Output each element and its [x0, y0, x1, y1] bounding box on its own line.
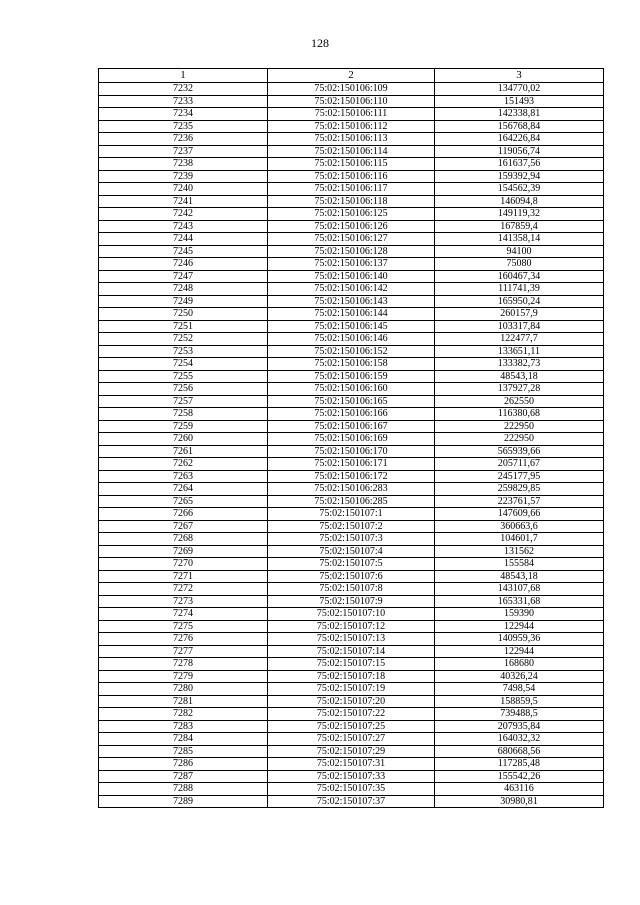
table-row	[99, 783, 604, 796]
row-number-cell: 7281	[99, 695, 268, 708]
row-number-cell: 7255	[99, 370, 268, 383]
row-number-cell: 7276	[99, 633, 268, 646]
row-number-cell: 7270	[99, 558, 268, 571]
table-row	[99, 633, 604, 646]
row-number-cell: 7280	[99, 683, 268, 696]
cadastral-number-cell: 75:02:150106:128	[268, 245, 435, 258]
value-cell: 154562,39	[435, 183, 604, 196]
row-number-cell: 7287	[99, 770, 268, 783]
table-row	[99, 370, 604, 383]
row-number-cell: 7238	[99, 158, 268, 171]
value-cell: 48543,18	[435, 370, 604, 383]
cadastral-number-cell: 75:02:150107:1	[268, 508, 435, 521]
value-cell: 680668,56	[435, 745, 604, 758]
row-number-cell: 7243	[99, 220, 268, 233]
table-row	[99, 395, 604, 408]
value-cell: 146094,8	[435, 195, 604, 208]
cadastral-number-cell: 75:02:150107:15	[268, 658, 435, 671]
table-row	[99, 120, 604, 133]
cadastral-number-cell: 75:02:150107:3	[268, 533, 435, 546]
row-number-cell: 7275	[99, 620, 268, 633]
value-cell: 158859,5	[435, 695, 604, 708]
value-cell: 133651,11	[435, 345, 604, 358]
value-cell: 122944	[435, 645, 604, 658]
cadastral-number-cell: 75:02:150106:167	[268, 420, 435, 433]
value-cell: 259829,85	[435, 483, 604, 496]
cadastral-number-cell: 75:02:150106:115	[268, 158, 435, 171]
value-cell: 360663,6	[435, 520, 604, 533]
table-row	[99, 170, 604, 183]
cadastral-number-cell: 75:02:150106:145	[268, 320, 435, 333]
value-cell: 161637,56	[435, 158, 604, 171]
value-cell: 122477,7	[435, 333, 604, 346]
value-cell: 260157,9	[435, 308, 604, 321]
value-cell: 75080	[435, 258, 604, 271]
cadastral-number-cell: 75:02:150106:113	[268, 133, 435, 146]
row-number-cell: 7289	[99, 795, 268, 808]
row-number-cell: 7258	[99, 408, 268, 421]
table-row	[99, 670, 604, 683]
table-row	[99, 720, 604, 733]
cadastral-number-cell: 75:02:150106:109	[268, 83, 435, 96]
row-number-cell: 7257	[99, 395, 268, 408]
cadastral-number-cell: 75:02:150106:110	[268, 95, 435, 108]
row-number-cell: 7259	[99, 420, 268, 433]
value-cell: 164226,84	[435, 133, 604, 146]
cadastral-number-cell: 75:02:150107:27	[268, 733, 435, 746]
table-row	[99, 795, 604, 808]
table-row	[99, 620, 604, 633]
row-number-cell: 7242	[99, 208, 268, 221]
row-number-cell: 7274	[99, 608, 268, 621]
cadastral-number-cell: 75:02:150106:118	[268, 195, 435, 208]
table-row	[99, 208, 604, 221]
table-row	[99, 295, 604, 308]
value-cell: 739488,5	[435, 708, 604, 721]
cadastral-number-cell: 75:02:150106:114	[268, 145, 435, 158]
value-cell: 565939,66	[435, 445, 604, 458]
cadastral-number-cell: 75:02:150107:33	[268, 770, 435, 783]
table-row	[99, 320, 604, 333]
cadastral-number-cell: 75:02:150107:6	[268, 570, 435, 583]
value-cell: 164032,32	[435, 733, 604, 746]
cadastral-number-cell: 75:02:150106:158	[268, 358, 435, 371]
value-cell: 142338,81	[435, 108, 604, 121]
value-cell: 156768,84	[435, 120, 604, 133]
table-row	[99, 158, 604, 171]
row-number-cell: 7256	[99, 383, 268, 396]
cadastral-number-cell: 75:02:150106:111	[268, 108, 435, 121]
table-row	[99, 458, 604, 471]
table-row	[99, 183, 604, 196]
row-number-cell: 7271	[99, 570, 268, 583]
page-number: 128	[311, 36, 329, 50]
value-cell: 222950	[435, 420, 604, 433]
cadastral-number-cell: 75:02:150106:171	[268, 458, 435, 471]
value-cell: 151493	[435, 95, 604, 108]
table-row	[99, 408, 604, 421]
value-cell: 103317,84	[435, 320, 604, 333]
cadastral-number-cell: 75:02:150106:116	[268, 170, 435, 183]
table-row	[99, 220, 604, 233]
table-row	[99, 658, 604, 671]
table-row	[99, 133, 604, 146]
row-number-cell: 7247	[99, 270, 268, 283]
value-cell: 30980,81	[435, 795, 604, 808]
cadastral-number-cell: 75:02:150106:144	[268, 308, 435, 321]
cadastral-number-cell: 75:02:150106:125	[268, 208, 435, 221]
row-number-cell: 7232	[99, 83, 268, 96]
value-cell: 245177,95	[435, 470, 604, 483]
value-cell: 122944	[435, 620, 604, 633]
table-row	[99, 708, 604, 721]
row-number-cell: 7272	[99, 583, 268, 596]
table-row	[99, 420, 604, 433]
cadastral-number-cell: 75:02:150107:20	[268, 695, 435, 708]
value-cell: 141358,14	[435, 233, 604, 246]
row-number-cell: 7283	[99, 720, 268, 733]
cadastral-number-cell: 75:02:150106:127	[268, 233, 435, 246]
cadastral-number-cell: 75:02:150107:25	[268, 720, 435, 733]
row-number-cell: 7239	[99, 170, 268, 183]
table-row	[99, 695, 604, 708]
table-row	[99, 283, 604, 296]
value-cell: 223761,57	[435, 495, 604, 508]
row-number-cell: 7278	[99, 658, 268, 671]
row-number-cell: 7285	[99, 745, 268, 758]
table-row	[99, 270, 604, 283]
value-cell: 205711,67	[435, 458, 604, 471]
row-number-cell: 7248	[99, 283, 268, 296]
cadastral-number-cell: 75:02:150107:5	[268, 558, 435, 571]
table-row	[99, 358, 604, 371]
column-header-2: 2	[268, 69, 435, 83]
table-row	[99, 470, 604, 483]
table-row	[99, 570, 604, 583]
cadastral-number-cell: 75:02:150106:112	[268, 120, 435, 133]
row-number-cell: 7265	[99, 495, 268, 508]
cadastral-number-cell: 75:02:150106:137	[268, 258, 435, 271]
value-cell: 168680	[435, 658, 604, 671]
cadastral-number-cell: 75:02:150107:35	[268, 783, 435, 796]
row-number-cell: 7288	[99, 783, 268, 796]
row-number-cell: 7254	[99, 358, 268, 371]
cadastral-number-cell: 75:02:150106:117	[268, 183, 435, 196]
cadastral-number-cell: 75:02:150107:19	[268, 683, 435, 696]
row-number-cell: 7234	[99, 108, 268, 121]
table-row	[99, 495, 604, 508]
value-cell: 7498,54	[435, 683, 604, 696]
row-number-cell: 7264	[99, 483, 268, 496]
cadastral-number-cell: 75:02:150106:152	[268, 345, 435, 358]
row-number-cell: 7269	[99, 545, 268, 558]
row-number-cell: 7236	[99, 133, 268, 146]
value-cell: 159390	[435, 608, 604, 621]
table-row	[99, 645, 604, 658]
table-row	[99, 108, 604, 121]
value-cell: 94100	[435, 245, 604, 258]
table-row	[99, 345, 604, 358]
value-cell: 104601,7	[435, 533, 604, 546]
table-row	[99, 758, 604, 771]
cadastral-number-cell: 75:02:150106:169	[268, 433, 435, 446]
value-cell: 117285,48	[435, 758, 604, 771]
value-cell: 40326,24	[435, 670, 604, 683]
row-number-cell: 7249	[99, 295, 268, 308]
cadastral-number-cell: 75:02:150107:22	[268, 708, 435, 721]
cadastral-number-cell: 75:02:150107:14	[268, 645, 435, 658]
value-cell: 147609,66	[435, 508, 604, 521]
table-row	[99, 333, 604, 346]
row-number-cell: 7266	[99, 508, 268, 521]
cadastral-number-cell: 75:02:150106:283	[268, 483, 435, 496]
table-row	[99, 545, 604, 558]
value-cell: 159392,94	[435, 170, 604, 183]
row-number-cell: 7244	[99, 233, 268, 246]
cadastral-number-cell: 75:02:150106:142	[268, 283, 435, 296]
table-row	[99, 483, 604, 496]
value-cell: 165331,68	[435, 595, 604, 608]
value-cell: 143107,68	[435, 583, 604, 596]
row-number-cell: 7263	[99, 470, 268, 483]
row-number-cell: 7260	[99, 433, 268, 446]
cadastral-number-cell: 75:02:150106:165	[268, 395, 435, 408]
row-number-cell: 7235	[99, 120, 268, 133]
row-number-cell: 7261	[99, 445, 268, 458]
row-number-cell: 7245	[99, 245, 268, 258]
row-number-cell: 7273	[99, 595, 268, 608]
table-row	[99, 558, 604, 571]
cadastral-number-cell: 75:02:150107:12	[268, 620, 435, 633]
value-cell: 137927,28	[435, 383, 604, 396]
value-cell: 222950	[435, 433, 604, 446]
table-row	[99, 445, 604, 458]
row-number-cell: 7240	[99, 183, 268, 196]
value-cell: 155542,26	[435, 770, 604, 783]
row-number-cell: 7267	[99, 520, 268, 533]
cadastral-number-cell: 75:02:150106:159	[268, 370, 435, 383]
column-header-1: 1	[99, 69, 268, 83]
row-number-cell: 7250	[99, 308, 268, 321]
table-row	[99, 95, 604, 108]
table-row	[99, 583, 604, 596]
row-number-cell: 7233	[99, 95, 268, 108]
value-cell: 134770,02	[435, 83, 604, 96]
value-cell: 167859,4	[435, 220, 604, 233]
value-cell: 207935,84	[435, 720, 604, 733]
table-body	[99, 83, 604, 808]
cadastral-number-cell: 75:02:150107:29	[268, 745, 435, 758]
row-number-cell: 7246	[99, 258, 268, 271]
value-cell: 165950,24	[435, 295, 604, 308]
row-number-cell: 7277	[99, 645, 268, 658]
cadastral-number-cell: 75:02:150107:9	[268, 595, 435, 608]
row-number-cell: 7279	[99, 670, 268, 683]
table-row	[99, 195, 604, 208]
table-row	[99, 145, 604, 158]
cadastral-number-cell: 75:02:150106:126	[268, 220, 435, 233]
cadastral-number-cell: 75:02:150106:166	[268, 408, 435, 421]
cadastral-number-cell: 75:02:150107:37	[268, 795, 435, 808]
value-cell: 116380,68	[435, 408, 604, 421]
value-cell: 463116	[435, 783, 604, 796]
row-number-cell: 7241	[99, 195, 268, 208]
cadastral-number-cell: 75:02:150107:8	[268, 583, 435, 596]
cadastral-number-cell: 75:02:150107:13	[268, 633, 435, 646]
table-header-row	[99, 69, 604, 83]
row-number-cell: 7253	[99, 345, 268, 358]
table-row	[99, 608, 604, 621]
cadastral-number-cell: 75:02:150106:143	[268, 295, 435, 308]
table-row	[99, 595, 604, 608]
table-row	[99, 83, 604, 96]
table-row	[99, 770, 604, 783]
row-number-cell: 7252	[99, 333, 268, 346]
cadastral-number-cell: 75:02:150107:2	[268, 520, 435, 533]
cadastral-number-cell: 75:02:150107:31	[268, 758, 435, 771]
row-number-cell: 7284	[99, 733, 268, 746]
value-cell: 149119,32	[435, 208, 604, 221]
cadastral-number-cell: 75:02:150106:172	[268, 470, 435, 483]
cadastral-number-cell: 75:02:150106:170	[268, 445, 435, 458]
table-row	[99, 520, 604, 533]
column-header-3: 3	[435, 69, 604, 83]
value-cell: 160467,34	[435, 270, 604, 283]
table-row	[99, 533, 604, 546]
row-number-cell: 7268	[99, 533, 268, 546]
table-row	[99, 383, 604, 396]
table-row	[99, 733, 604, 746]
row-number-cell: 7251	[99, 320, 268, 333]
cadastral-number-cell: 75:02:150106:140	[268, 270, 435, 283]
table-row	[99, 683, 604, 696]
value-cell: 262550	[435, 395, 604, 408]
value-cell: 133382,73	[435, 358, 604, 371]
cadastral-number-cell: 75:02:150107:4	[268, 545, 435, 558]
table-row	[99, 508, 604, 521]
cadastral-number-cell: 75:02:150106:146	[268, 333, 435, 346]
row-number-cell: 7282	[99, 708, 268, 721]
cadastral-number-cell: 75:02:150106:285	[268, 495, 435, 508]
value-cell: 155584	[435, 558, 604, 571]
value-cell: 140959,36	[435, 633, 604, 646]
cadastral-number-cell: 75:02:150107:10	[268, 608, 435, 621]
table-row	[99, 433, 604, 446]
value-cell: 111741,39	[435, 283, 604, 296]
table-row	[99, 245, 604, 258]
data-table	[98, 68, 604, 808]
row-number-cell: 7262	[99, 458, 268, 471]
row-number-cell: 7237	[99, 145, 268, 158]
table-row	[99, 745, 604, 758]
table-row	[99, 258, 604, 271]
value-cell: 119056,74	[435, 145, 604, 158]
table-row	[99, 308, 604, 321]
value-cell: 48543,18	[435, 570, 604, 583]
cadastral-number-cell: 75:02:150106:160	[268, 383, 435, 396]
row-number-cell: 7286	[99, 758, 268, 771]
table-row	[99, 233, 604, 246]
value-cell: 131562	[435, 545, 604, 558]
cadastral-number-cell: 75:02:150107:18	[268, 670, 435, 683]
